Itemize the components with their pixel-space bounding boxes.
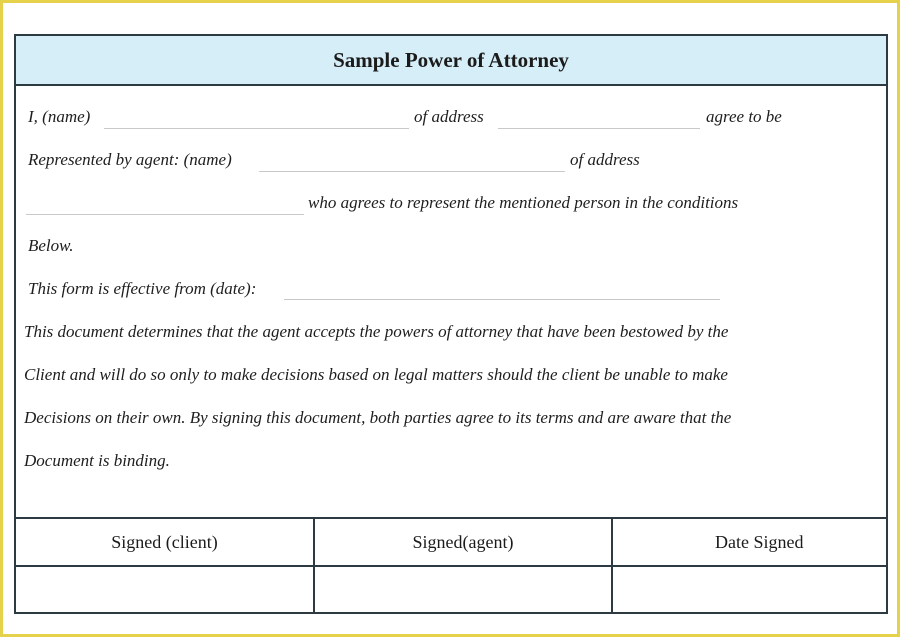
date-signed-cell[interactable] (613, 567, 886, 612)
header-signed-agent: Signed(agent) (412, 531, 514, 552)
below-text: Below. (28, 236, 74, 255)
body-text-line-3: Decisions on their own. By signing this document, both parties agree to its terms and are aware that the (24, 408, 732, 427)
principal-address-field[interactable] (498, 128, 700, 129)
signature-table (16, 517, 886, 612)
effective-date-label: This form is effective from (date): (28, 279, 257, 298)
name-label: I, (name) (28, 107, 91, 126)
header-date-signed: Date Signed (715, 531, 804, 552)
agree-text: agree to be (706, 107, 782, 126)
title-bar (16, 36, 886, 86)
effective-date-field[interactable] (284, 299, 720, 300)
document-title: Sample Power of Attorney (333, 47, 569, 72)
address-label: of address (414, 107, 484, 126)
body-text-line-4: Document is binding. (24, 451, 170, 470)
agent-address-label: of address (570, 150, 640, 169)
agent-signature-cell[interactable] (315, 567, 611, 612)
agent-name-field[interactable] (259, 171, 565, 172)
power-of-attorney-form (14, 34, 888, 614)
principal-name-field[interactable] (104, 128, 409, 129)
client-signature-cell[interactable] (16, 567, 313, 612)
header-signed-client: Signed (client) (111, 531, 218, 552)
agent-name-label: Represented by agent: (name) (28, 150, 232, 169)
represent-text: who agrees to represent the mentioned person in the conditions (308, 193, 739, 212)
agent-address-field[interactable] (26, 214, 304, 215)
body-text-line-2: Client and will do so only to make decisions based on legal matters should the client be unable to make (24, 365, 728, 384)
body-text-line-1: This document determines that the agent accepts the powers of attorney that have been bestowed by the (24, 322, 729, 341)
